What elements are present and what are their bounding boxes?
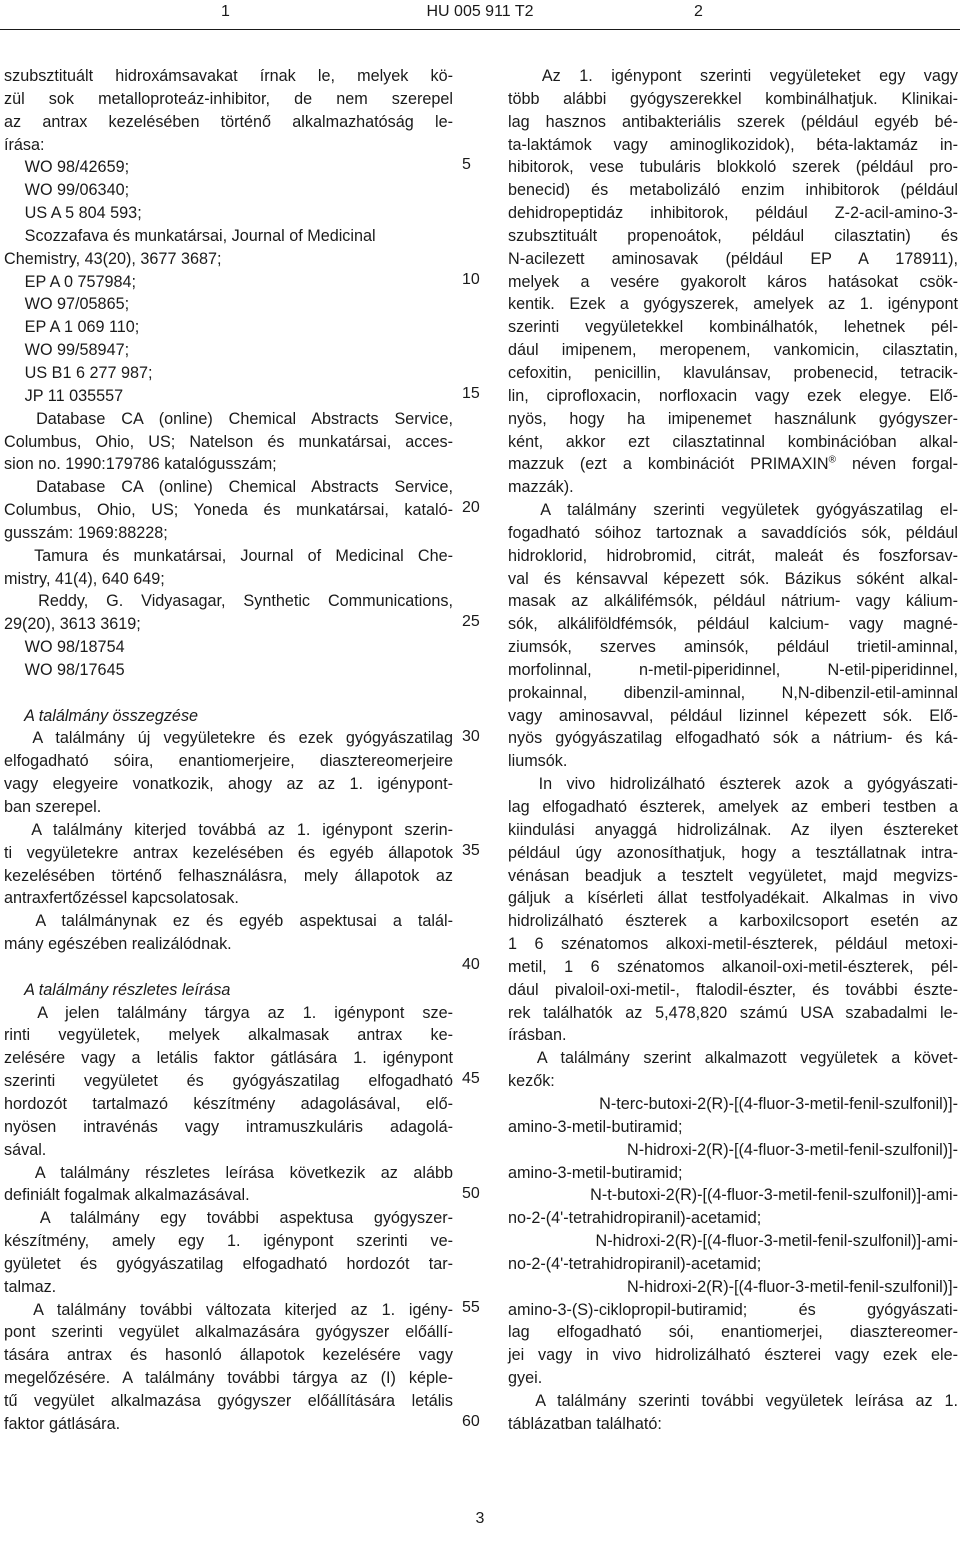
text-line bbox=[508, 1276, 958, 1299]
text-segment: ti vegyületekre antrax kezelésében és egyéb állapotok bbox=[4, 843, 453, 862]
section-heading bbox=[4, 979, 453, 1002]
text-line bbox=[508, 819, 958, 842]
text-line bbox=[508, 1207, 958, 1230]
text-line bbox=[4, 796, 453, 819]
text-line bbox=[4, 1024, 453, 1047]
text-line bbox=[4, 248, 453, 271]
text-line bbox=[508, 682, 958, 705]
text-segment: Reddy, G. Vidyasagar, Synthetic Communications, bbox=[4, 592, 453, 611]
text-line bbox=[508, 865, 958, 888]
text-segment: prokainnal, dibenzil-aminnal, N,N-dibenzil-etil-aminnal bbox=[508, 683, 958, 702]
text-line bbox=[508, 1184, 958, 1207]
text-line bbox=[4, 613, 453, 636]
text-line bbox=[4, 659, 453, 682]
text-line bbox=[508, 225, 958, 248]
text-segment: lag elfogadható észterek, amelyek az emberi testben a bbox=[508, 798, 958, 816]
text-segment: 1 6 szénatomos alkoxi-metil-észterek, például metoxi- bbox=[508, 935, 958, 954]
text-line bbox=[4, 339, 453, 362]
text-line bbox=[4, 636, 453, 659]
text-segment: fogadható sóihoz tartoznak a savaddíciós sók, például bbox=[508, 523, 958, 542]
text-segment: tű vegyület alkalmazása gyógyszer előállítására letális bbox=[4, 1391, 453, 1410]
text-line bbox=[508, 1367, 958, 1390]
text-line bbox=[508, 408, 958, 431]
text-line bbox=[508, 271, 958, 294]
text-segment: A találmány további változata kiterjed az 1. igény- bbox=[4, 1300, 453, 1319]
text-segment: ban szerepel. bbox=[4, 798, 102, 816]
text-line bbox=[4, 156, 453, 179]
text-line bbox=[508, 1344, 958, 1367]
text-segment: hidroklorid, hidrobromid, citrát, maleát és foszforsav- bbox=[508, 546, 958, 565]
text-line bbox=[4, 568, 453, 591]
text-segment: kiindulási anyaggá hidrolizálnak. Az ilyen észtereket bbox=[508, 820, 958, 839]
text-segment: A jelen találmány tárgya az 1. igénypont sze- bbox=[4, 1003, 453, 1022]
text-segment: több alábbi gyógyszerekkel kombinálhatjuk. Klinikai- bbox=[508, 89, 958, 108]
text-line bbox=[508, 1093, 958, 1116]
text-line bbox=[508, 134, 958, 157]
text-line bbox=[4, 933, 453, 956]
text-segment: EP A 1 069 110; bbox=[4, 318, 140, 337]
text-line bbox=[4, 545, 453, 568]
text-line bbox=[508, 1116, 958, 1139]
text-line bbox=[4, 1367, 453, 1390]
text-segment: gyei. bbox=[508, 1369, 543, 1388]
text-segment: WO 98/17645 bbox=[4, 660, 125, 679]
text-line bbox=[508, 248, 958, 271]
text-segment: mány egészében realizálódnak. bbox=[4, 935, 232, 954]
text-segment: 29(20), 3613 3619; bbox=[4, 615, 141, 634]
text-line bbox=[4, 111, 453, 134]
text-segment: EP A 0 757984; bbox=[4, 272, 137, 291]
text-line bbox=[508, 453, 958, 476]
text-segment: dául pivaloil-oxi-metil-, ftalodil-észter, és további észte- bbox=[508, 980, 958, 999]
text-segment: US B1 6 277 987; bbox=[4, 363, 153, 382]
text-line bbox=[4, 431, 453, 454]
text-line bbox=[4, 362, 453, 385]
text-segment: A találmány szerint alkalmazott vegyületek a követ- bbox=[508, 1049, 958, 1068]
text-segment: vénásan beadjuk a tesztelt vegyületet, majd megvizs- bbox=[508, 866, 958, 885]
text-line bbox=[4, 202, 453, 225]
text-segment: A találmány részletes leírása következik az alább bbox=[4, 1163, 453, 1182]
text-segment: A találmány összegzése bbox=[4, 706, 199, 725]
text-segment: N-hidroxi-2(R)-[(4-fluor-3-metil-fenil-szulfonil)]-ami- bbox=[508, 1232, 958, 1251]
text-line bbox=[4, 179, 453, 202]
text-line bbox=[4, 910, 453, 933]
text-segment: N-hidroxi-2(R)-[(4-fluor-3-metil-fenil-szulfonil)]- bbox=[508, 1277, 958, 1296]
text-line bbox=[4, 1093, 453, 1116]
text-line bbox=[508, 1139, 958, 1162]
line-number: 45 bbox=[462, 1070, 480, 1088]
text-segment: vagy elegyeire vonatkozik, ahogy az az 1. igénypont- bbox=[4, 775, 453, 794]
text-segment: jei vagy in vivo hidrolizálható észterei vagy ezek ele- bbox=[508, 1346, 958, 1365]
line-number: 40 bbox=[462, 956, 480, 974]
text-segment: nyös, hogy ha imipenemet használunk gyógyszer- bbox=[508, 409, 958, 428]
text-segment: In vivo hidrolizálható észterek azok a gyógyászati- bbox=[508, 775, 958, 794]
text-segment: dául imipenem, meropenem, vankomicin, cilasztatin, bbox=[508, 341, 958, 360]
text-line bbox=[508, 65, 958, 88]
text-segment: ta-laktámok vagy aminoglikozidok), béta-laktamáz in- bbox=[508, 135, 958, 154]
text-segment: morfolinnal, n-metil-piperidinnel, N-etil-piperidinnel, bbox=[508, 660, 958, 679]
text-line bbox=[508, 750, 958, 773]
text-line bbox=[508, 431, 958, 454]
text-segment: ként, akkor ezt cilasztatinnal kombinációban alkal- bbox=[508, 432, 958, 451]
text-segment: US A 5 804 593; bbox=[4, 204, 142, 223]
text-line bbox=[508, 179, 958, 202]
text-line bbox=[4, 316, 453, 339]
text-segment: kentik. Ezek a gyógyszerek, amelyek az 1. igénypont bbox=[508, 295, 958, 314]
text-line bbox=[4, 1276, 453, 1299]
text-segment: zelésére vagy a letális faktor gátlására 1. igénypont bbox=[4, 1049, 453, 1068]
text-segment: rinti vegyületek, melyek alkalmasak antrax ke- bbox=[4, 1026, 453, 1045]
line-number: 15 bbox=[462, 384, 480, 402]
text-line bbox=[4, 1047, 453, 1070]
text-line bbox=[508, 202, 958, 225]
text-line bbox=[4, 590, 453, 613]
text-segment: szubsztituált hidroxámsavakat írnak le, melyek kö- bbox=[4, 67, 453, 85]
header-rule bbox=[0, 29, 960, 30]
text-line bbox=[508, 1321, 958, 1344]
text-segment: WO 99/06340; bbox=[4, 181, 130, 200]
text-segment: Scozzafava és munkatársai, Journal of Medicinal bbox=[4, 226, 376, 245]
text-line bbox=[4, 1207, 453, 1230]
line-number: 20 bbox=[462, 499, 480, 517]
text-segment: WO 99/58947; bbox=[4, 341, 130, 360]
text-segment: metil, 1 6 szénatomos alkanoil-oxi-metil-észterek, pél- bbox=[508, 957, 958, 976]
right-text-column bbox=[508, 65, 958, 1436]
text-line bbox=[4, 682, 453, 705]
text-line bbox=[508, 156, 958, 179]
text-segment: táblázatban található: bbox=[508, 1414, 662, 1433]
header-left-page-number: 1 bbox=[221, 3, 230, 20]
text-line bbox=[508, 385, 958, 408]
text-segment: Database CA (online) Chemical Abstracts Service, bbox=[4, 478, 453, 497]
text-line bbox=[4, 271, 453, 294]
text-segment: no-2-(4'-tetrahidropiranil)-acetamid; bbox=[508, 1209, 762, 1228]
text-line bbox=[4, 65, 453, 88]
text-line bbox=[508, 773, 958, 796]
text-segment: cefoxitin, penicillin, klavulánsav, probenecid, tetracik- bbox=[508, 363, 958, 382]
text-line bbox=[508, 956, 958, 979]
text-segment: WO 98/18754 bbox=[4, 638, 125, 657]
text-line bbox=[508, 88, 958, 111]
text-line bbox=[508, 499, 958, 522]
text-line bbox=[4, 1184, 453, 1207]
text-line bbox=[508, 362, 958, 385]
text-line bbox=[4, 1002, 453, 1025]
text-segment: szubsztituált propenoátok, például cilasztatin) és bbox=[508, 226, 958, 245]
section-heading bbox=[4, 705, 453, 728]
text-segment: masak az alkálifémsók, például nátrium- vagy kálium- bbox=[508, 592, 958, 611]
text-segment: N-acilezett aminosavak (például EP A 178911), bbox=[508, 249, 958, 268]
text-line bbox=[4, 499, 453, 522]
text-segment: WO 97/05865; bbox=[4, 295, 130, 314]
text-segment: lag elfogadható sói, enantiomerjei, diasztereomer- bbox=[508, 1323, 958, 1342]
text-segment: Tamura és munkatársai, Journal of Medicinal Che- bbox=[4, 546, 453, 565]
text-segment: antraxfertőzéssel kapcsolatosak. bbox=[4, 889, 239, 908]
text-segment: A találmány részletes leírása bbox=[4, 980, 231, 999]
text-line bbox=[4, 1253, 453, 1276]
text-line bbox=[4, 453, 453, 476]
text-segment: A találmány szerinti további vegyületek leírása az 1. bbox=[508, 1391, 958, 1410]
text-segment: A találmány szerinti vegyületek gyógyászatilag el- bbox=[508, 501, 958, 520]
text-segment: mazzák). bbox=[508, 478, 574, 497]
text-segment: nyös gyógyászatilag elfogadható sók a nátrium- és ká- bbox=[508, 729, 958, 748]
text-segment: pont szerinti vegyület alkalmazására gyógyszer előállí- bbox=[4, 1323, 453, 1342]
text-line bbox=[508, 1047, 958, 1070]
text-line bbox=[4, 1116, 453, 1139]
text-line bbox=[4, 1230, 453, 1253]
text-line bbox=[508, 476, 958, 499]
text-segment: írásban. bbox=[508, 1026, 567, 1045]
text-segment: mistry, 41(4), 640 649; bbox=[4, 569, 165, 588]
text-line bbox=[4, 1321, 453, 1344]
text-segment: megelőzésére. A találmány további tárgya az (I) képle- bbox=[4, 1369, 453, 1388]
text-line bbox=[4, 773, 453, 796]
text-segment: lag hasznos antibakteriális szerek (például egyéb bé- bbox=[508, 112, 958, 131]
text-line bbox=[4, 88, 453, 111]
text-line bbox=[4, 385, 453, 408]
line-number: 5 bbox=[462, 156, 471, 174]
text-segment: Columbus, Ohio, US; Yoneda és munkatársai, kataló- bbox=[4, 501, 453, 520]
line-number: 50 bbox=[462, 1184, 480, 1202]
header-right-page-number: 2 bbox=[694, 3, 703, 20]
text-line bbox=[508, 1230, 958, 1253]
text-segment: amino-3-metil-butiramid; bbox=[508, 1117, 683, 1136]
text-segment: A találmány kiterjed továbbá az 1. igénypont szerin- bbox=[4, 820, 453, 839]
text-line bbox=[4, 727, 453, 750]
text-line bbox=[4, 1344, 453, 1367]
text-segment: talmaz. bbox=[4, 1277, 57, 1296]
text-line bbox=[508, 613, 958, 636]
text-line bbox=[508, 727, 958, 750]
text-segment: amino-3-(S)-ciklopropil-butiramid; és gyógyászati- bbox=[508, 1300, 958, 1319]
text-line bbox=[4, 1390, 453, 1413]
text-line bbox=[508, 1162, 958, 1185]
text-line bbox=[4, 1299, 453, 1322]
text-segment: dehidropeptidáz inhibitorok, például Z-2-acil-amino-3- bbox=[508, 204, 958, 223]
text-line bbox=[4, 1162, 453, 1185]
text-line bbox=[508, 910, 958, 933]
line-number: 30 bbox=[462, 727, 480, 745]
text-segment: kezelésében történő felhasználásra, mely állapotok az bbox=[4, 866, 453, 885]
text-line bbox=[4, 956, 453, 979]
text-segment: val és kénsavval képezett sók. Bázikus sóként alkal- bbox=[508, 569, 958, 588]
text-segment: szerinti vegyületet és gyógyászatilag elfogadható bbox=[4, 1072, 453, 1091]
line-number: 25 bbox=[462, 613, 480, 631]
text-line bbox=[4, 476, 453, 499]
text-line bbox=[508, 659, 958, 682]
text-segment: liumsók. bbox=[508, 752, 568, 771]
text-line bbox=[508, 636, 958, 659]
text-segment: N-terc-butoxi-2(R)-[(4-fluor-3-metil-fenil-szulfonil)]- bbox=[508, 1094, 958, 1113]
text-line bbox=[508, 705, 958, 728]
text-segment: sók, alkáliföldfémsók, például kalcium- vagy magné- bbox=[508, 615, 958, 634]
text-line bbox=[4, 750, 453, 773]
text-line bbox=[4, 134, 453, 157]
text-line bbox=[508, 1299, 958, 1322]
text-segment: N-hidroxi-2(R)-[(4-fluor-3-metil-fenil-szulfonil)]- bbox=[508, 1140, 958, 1159]
text-line bbox=[4, 842, 453, 865]
text-line bbox=[508, 933, 958, 956]
registered-mark: ® bbox=[828, 454, 836, 466]
line-number: 55 bbox=[462, 1298, 480, 1316]
text-line bbox=[508, 1002, 958, 1025]
text-segment: például úgy azonosíthatjuk, hogy a tesztállatnak intra- bbox=[508, 843, 958, 862]
text-segment: zül sok metalloproteáz-inhibitor, de nem szerepel bbox=[4, 89, 453, 108]
text-segment: A találmánynak ez és egyéb aspektusai a talál- bbox=[4, 912, 453, 931]
text-segment: vagy aminosavval, például lizinnel képezett sók. Elő- bbox=[508, 706, 958, 725]
text-segment: hordozót tartalmazó készítmény adagolásával, elő- bbox=[4, 1094, 453, 1113]
text-line bbox=[508, 887, 958, 910]
text-segment: Chemistry, 43(20), 3677 3687; bbox=[4, 249, 222, 268]
text-segment: A találmány egy további aspektusa gyógyszer- bbox=[4, 1209, 453, 1228]
header-document-number: HU 005 911 T2 bbox=[426, 3, 534, 20]
text-line bbox=[508, 293, 958, 316]
text-segment: hibitorok, vese tubuláris blokkoló szerek (például pro- bbox=[508, 158, 958, 177]
text-line bbox=[508, 796, 958, 819]
text-line bbox=[4, 887, 453, 910]
text-segment: A találmány új vegyületekre és ezek gyógyászatilag bbox=[4, 729, 453, 748]
text-segment: gusszám: 1969:88228; bbox=[4, 523, 168, 542]
text-line bbox=[508, 979, 958, 1002]
text-segment: benecid) és metabolizáló enzim inhibitorok (például bbox=[508, 181, 958, 200]
text-line bbox=[4, 408, 453, 431]
text-line bbox=[508, 1390, 958, 1413]
line-number: 35 bbox=[462, 841, 480, 859]
text-segment: N-t-butoxi-2(R)-[(4-fluor-3-metil-fenil-szulfonil)]-ami- bbox=[508, 1186, 958, 1205]
text-segment: Columbus, Ohio, US; Natelson és munkatársai, acces- bbox=[4, 432, 453, 451]
text-segment: faktor gátlására. bbox=[4, 1414, 121, 1433]
text-line bbox=[4, 865, 453, 888]
text-line bbox=[508, 339, 958, 362]
text-line bbox=[508, 590, 958, 613]
text-segment: hidrolizálható észterek a karboxilcsoport esetén az bbox=[508, 912, 958, 931]
text-segment: ziumsók, szerves aminsók, például trietil-aminnal, bbox=[508, 638, 958, 657]
page-header bbox=[0, 0, 960, 30]
text-segment: kezők: bbox=[508, 1072, 555, 1091]
text-line bbox=[508, 842, 958, 865]
text-line bbox=[508, 316, 958, 339]
page-footer-number: 3 bbox=[475, 1510, 485, 1527]
text-segment: gáljuk a kísérleti állat testfolyadékait. Alkalmas in vivo bbox=[508, 889, 958, 908]
left-text-column bbox=[4, 65, 453, 1436]
text-line bbox=[508, 1070, 958, 1093]
text-line bbox=[4, 1070, 453, 1093]
text-segment: készítmény, amely egy 1. igénypont szerinti ve- bbox=[4, 1232, 453, 1251]
text-segment: no-2-(4'-tetrahidropiranil)-acetamid; bbox=[508, 1254, 762, 1273]
text-segment: írása: bbox=[4, 135, 45, 154]
text-line bbox=[508, 1024, 958, 1047]
text-segment: rek találhatók az 5,478,820 számú USA szabadalmi le- bbox=[508, 1003, 958, 1022]
text-segment: Database CA (online) Chemical Abstracts Service, bbox=[4, 409, 453, 428]
text-line bbox=[508, 545, 958, 568]
text-segment: néven forgal- bbox=[835, 455, 959, 474]
text-segment: definiált fogalmak alkalmazásával. bbox=[4, 1186, 250, 1205]
text-line bbox=[508, 1413, 958, 1436]
text-segment: JP 11 035557 bbox=[4, 386, 124, 405]
text-line bbox=[4, 225, 453, 248]
text-line bbox=[508, 1253, 958, 1276]
text-segment: szerinti vegyületekkel kombinálhatók, lehetnek pél- bbox=[508, 318, 958, 337]
text-segment: nyösen intravénás vagy intramuszkuláris adagolá- bbox=[4, 1117, 453, 1136]
text-segment: sával. bbox=[4, 1140, 47, 1159]
text-segment: amino-3-metil-butiramid; bbox=[508, 1163, 683, 1182]
text-line bbox=[4, 293, 453, 316]
text-segment: melyek a vesére gyakorolt káros hatásokat csök- bbox=[508, 272, 958, 291]
text-segment: tására antrax és hasonló állapotok kezelésére vagy bbox=[4, 1346, 453, 1365]
text-line bbox=[4, 1413, 453, 1436]
text-segment: WO 98/42659; bbox=[4, 158, 130, 177]
text-line bbox=[508, 111, 958, 134]
text-segment: mazzuk (ezt a kombinációt PRIMAXIN bbox=[508, 455, 829, 474]
text-segment: Az 1. igénypont szerinti vegyületeket egy vagy bbox=[508, 67, 958, 85]
text-line bbox=[508, 522, 958, 545]
line-number: 10 bbox=[462, 270, 480, 288]
text-line bbox=[4, 522, 453, 545]
text-segment: sion no. 1990:179786 katalógusszám; bbox=[4, 455, 277, 474]
text-segment: gyületet és gyógyászatilag elfogadható hordozót tar- bbox=[4, 1254, 453, 1273]
text-line bbox=[508, 568, 958, 591]
text-segment: elfogadható sóira, enantiomerjeire, diasztereomerjeire bbox=[4, 752, 453, 771]
text-line bbox=[4, 819, 453, 842]
text-segment: lin, ciprofloxacin, norfloxacin vagy ezek elegye. Elő- bbox=[508, 386, 958, 405]
text-segment: az antrax kezelésében történő alkalmazhatóság le- bbox=[4, 112, 453, 131]
line-number: 60 bbox=[462, 1413, 480, 1431]
text-line bbox=[4, 1139, 453, 1162]
